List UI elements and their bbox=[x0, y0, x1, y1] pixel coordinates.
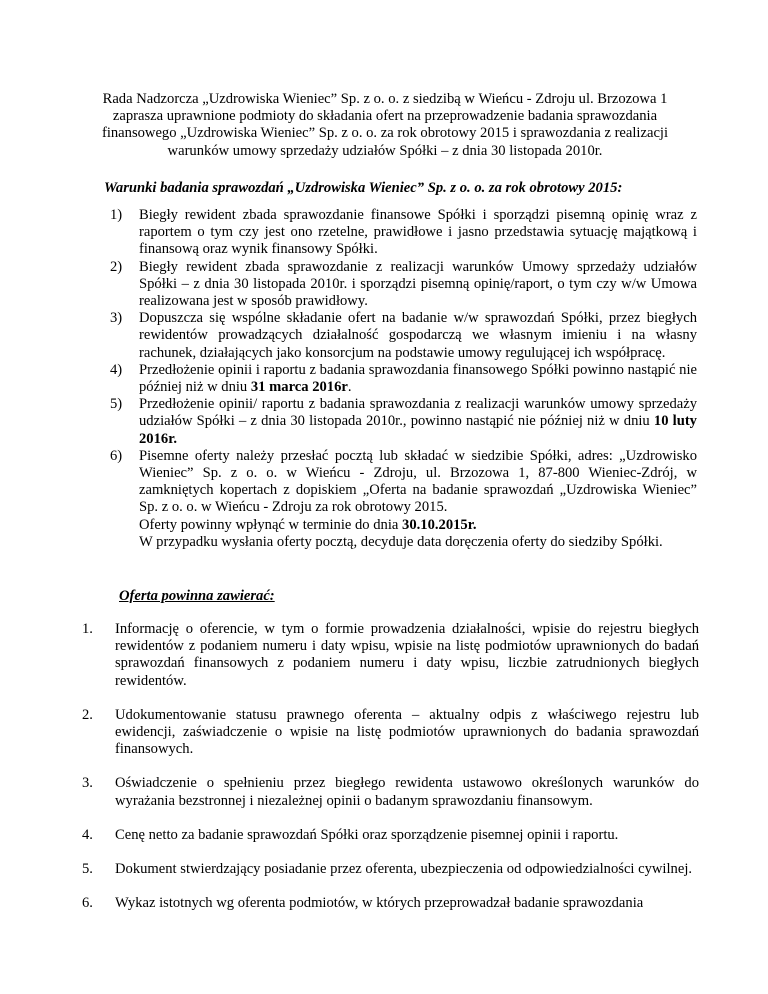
requirement-number: 4. bbox=[82, 826, 93, 843]
intro-line: warunków umowy sprzedaży udziałów Spółki – z dnia 30 listopada 2010r. bbox=[167, 142, 603, 159]
offer-deadline bbox=[139, 517, 697, 534]
intro-line: zaprasza uprawnione podmioty do składania ofert na przeprowadzenie badania sprawozdania bbox=[112, 108, 658, 125]
condition-number: 5) bbox=[110, 396, 123, 413]
condition-number: 2) bbox=[110, 258, 123, 275]
offer-requirement bbox=[82, 707, 699, 759]
condition-text-part: . bbox=[347, 379, 352, 396]
conditions-heading: Warunki badania sprawozdań „Uzdrowiska Wieniec” Sp. z o. o. za rok obrotowy 2015: bbox=[104, 180, 623, 196]
condition-text-part: Przedłożenie opinii i raportu z badania sprawozdania finansowego Spółki powinno nastąpić nie później niż w dniu bbox=[139, 361, 697, 396]
offer-deadline-date: 30.10.2015r. bbox=[402, 516, 477, 533]
requirement-text: Oświadczenie o spełnieniu przez biegłego rewidenta ustawowo określonych warunków do wyrażania bezstronnej i niezależnej opinii o badanym sprawozdaniu finansowym. bbox=[115, 775, 699, 809]
conditions-list bbox=[110, 207, 697, 551]
condition-text bbox=[139, 362, 697, 396]
requirement-number: 5. bbox=[82, 861, 93, 878]
condition-text: Biegły rewident zbada sprawozdanie finansowe Spółki i sporządzi pisemną opinię wraz z raportem o tym czy jest ono rzetelne, prawidłowe i jasno przedstawia sytuację majątkową i finansową oraz wynik finansowy Spółki. bbox=[139, 207, 697, 258]
condition-text-part: Przedłożenie opinii/ raportu z badania sprawozdania z realizacji warunków umowy sprzedaży udziałów Spółki – z dnia 30 listopada 2010r., powinno nastąpić nie później niż w dniu bbox=[139, 396, 697, 430]
requirement-number: 2. bbox=[82, 706, 93, 723]
condition-text: Pisemne oferty należy przesłać pocztą lub składać w siedzibie Spółki, adres: „Uzdrowisko Wieniec” Sp. z o. o. w Wieńcu - Zdroju, ul. Brzozowa 1, 87-800 Wieniec-Zdrój, w zamkniętych kopertach z dopiskiem „Oferta na badanie sprawozdań „Uzdrowiska Wieniec” Sp. z o. o. w Wieńcu - Zdroju za rok obrotowy 2015. bbox=[139, 447, 697, 516]
condition-number: 3) bbox=[110, 310, 123, 327]
condition-item bbox=[110, 207, 697, 259]
report-deadline-date: 31 marca 2016r bbox=[250, 379, 348, 396]
offer-requirement bbox=[82, 861, 699, 878]
requirement-number: 3. bbox=[82, 775, 93, 792]
postal-note: W przypadku wysłania oferty pocztą, decyduje data doręczenia oferty do siedziby Spółki. bbox=[139, 533, 663, 550]
requirement-text: Wykaz istotnych wg oferenta podmiotów, w których przeprowadzał badanie sprawozdania bbox=[115, 895, 644, 912]
condition-text: Biegły rewident zbada sprawozdanie z realizacji warunków Umowy sprzedaży udziałów Spółki – z dnia 30 listopada 2010r. i sporządzi pisemną opinię/raport, o tym czy w/w Umowa realizowana jest w sposób prawidłowy. bbox=[139, 258, 697, 310]
condition-item bbox=[110, 362, 697, 396]
requirement-text: Informację o oferencie, w tym o formie prowadzenia działalności, wpisie do rejestru biegłych rewidentów z podaniem numeru i daty wpisu, wpisie na listę podmiotów uprawnionych do badań sprawozdań finansowych z podaniem numeru i daty wpisu, liczbie zatrudnionych biegłych rewidentów. bbox=[115, 621, 699, 689]
intro-line: finansowego „Uzdrowiska Wieniec” Sp. z o. o. za rok obrotowy 2015 i sprawozdania z realizacji bbox=[101, 125, 669, 142]
requirement-text: Udokumentowanie statusu prawnego oferenta – aktualny odpis z właściwego rejestru lub ewidencji, zaświadczenie o wpisie na listę podmiotów uprawnionych do badania sprawozdań finansowych. bbox=[115, 706, 699, 758]
condition-item bbox=[110, 448, 697, 551]
condition-item bbox=[110, 396, 697, 448]
condition-text-part: Oferty powinny wpłynąć w terminie do dnia bbox=[139, 516, 403, 533]
offer-heading: Oferta powinna zawierać: bbox=[119, 588, 275, 604]
condition-item bbox=[110, 310, 697, 362]
offer-requirement bbox=[82, 775, 699, 809]
condition-text bbox=[139, 396, 697, 448]
opinion-deadline-date: 10 luty 2016r. bbox=[139, 413, 697, 447]
condition-number: 1) bbox=[110, 207, 123, 223]
offer-requirement bbox=[82, 621, 699, 690]
offer-requirements-list bbox=[82, 621, 699, 929]
requirement-number: 1. bbox=[82, 621, 93, 637]
condition-number: 6) bbox=[110, 447, 123, 464]
condition-text: Dopuszcza się wspólne składanie ofert na badanie w/w sprawozdań Spółki, przez biegłych rewidentów prowadzących działalność gospodarczą we własnym imieniu i na własny rachunek, działających jako konsorcjum na podstawie umowy regulującej ich współpracę. bbox=[139, 310, 697, 361]
condition-item bbox=[110, 259, 697, 311]
requirement-text: Dokument stwierdzający posiadanie przez oferenta, ubezpieczenia od odpowiedzialności cywilnej. bbox=[115, 861, 693, 878]
offer-requirement bbox=[82, 827, 699, 844]
requirement-text: Cenę netto za badanie sprawozdań Spółki oraz sporządzenie pisemnej opinii i raportu. bbox=[115, 826, 619, 843]
intro-line: Rada Nadzorcza „Uzdrowiska Wieniec” Sp. z o. o. z siedzibą w Wieńcu - Zdroju ul. Brzozowa 1 bbox=[102, 91, 668, 107]
offer-requirement bbox=[82, 895, 699, 912]
intro-paragraph bbox=[60, 91, 710, 160]
requirement-number: 6. bbox=[82, 895, 93, 912]
condition-number: 4) bbox=[110, 361, 123, 378]
